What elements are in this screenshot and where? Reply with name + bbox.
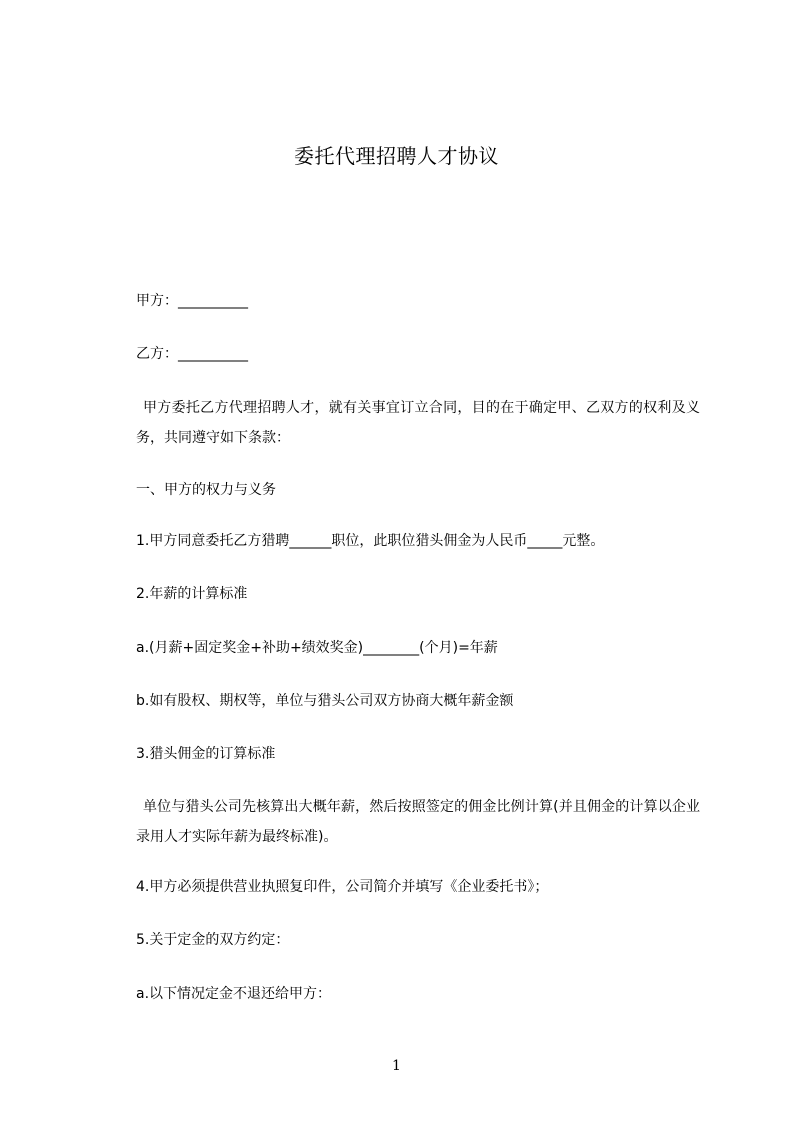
clause-3-body: 单位与猎头公司先核算出大概年薪，然后按照签定的佣金比例计算(并且佣金的计算以企业录用人才实际年薪为最终标准)。 (136, 799, 700, 845)
intro-paragraph: 甲方委托乙方代理招聘人才，就有关事宜订立合同，目的在于确定甲、乙双方的权利及义务，共同遵守如下条款： (136, 400, 700, 446)
clause-2b: b.如有股权、期权等，单位与猎头公司双方协商大概年薪金额 (136, 693, 514, 709)
party-a-line: 甲方：__________ (136, 293, 248, 309)
clause-2a: a.(月薪+固定奖金+补助+绩效奖金)________(个月)=年薪 (136, 640, 498, 656)
clause-4: 4.甲方必须提供营业执照复印件，公司简介并填写《企业委托书》； (136, 879, 549, 895)
clause-5a: a.以下情况定金不退还给甲方： (136, 986, 332, 1002)
clause-5-heading: 5.关于定金的双方约定： (136, 932, 290, 948)
section-1-heading: 一、甲方的权力与义务 (136, 482, 276, 498)
clause-2-heading: 2.年薪的计算标准 (136, 586, 248, 602)
party-b-line: 乙方：__________ (136, 346, 248, 362)
page-number: 1 (392, 1058, 401, 1074)
document-title: 委托代理招聘人才协议 (294, 144, 499, 168)
clause-1: 1.甲方同意委托乙方猎聘______职位，此职位猎头佣金为人民币_____元整。 (136, 533, 605, 549)
clause-3-heading: 3.猎头佣金的订算标准 (136, 746, 276, 762)
